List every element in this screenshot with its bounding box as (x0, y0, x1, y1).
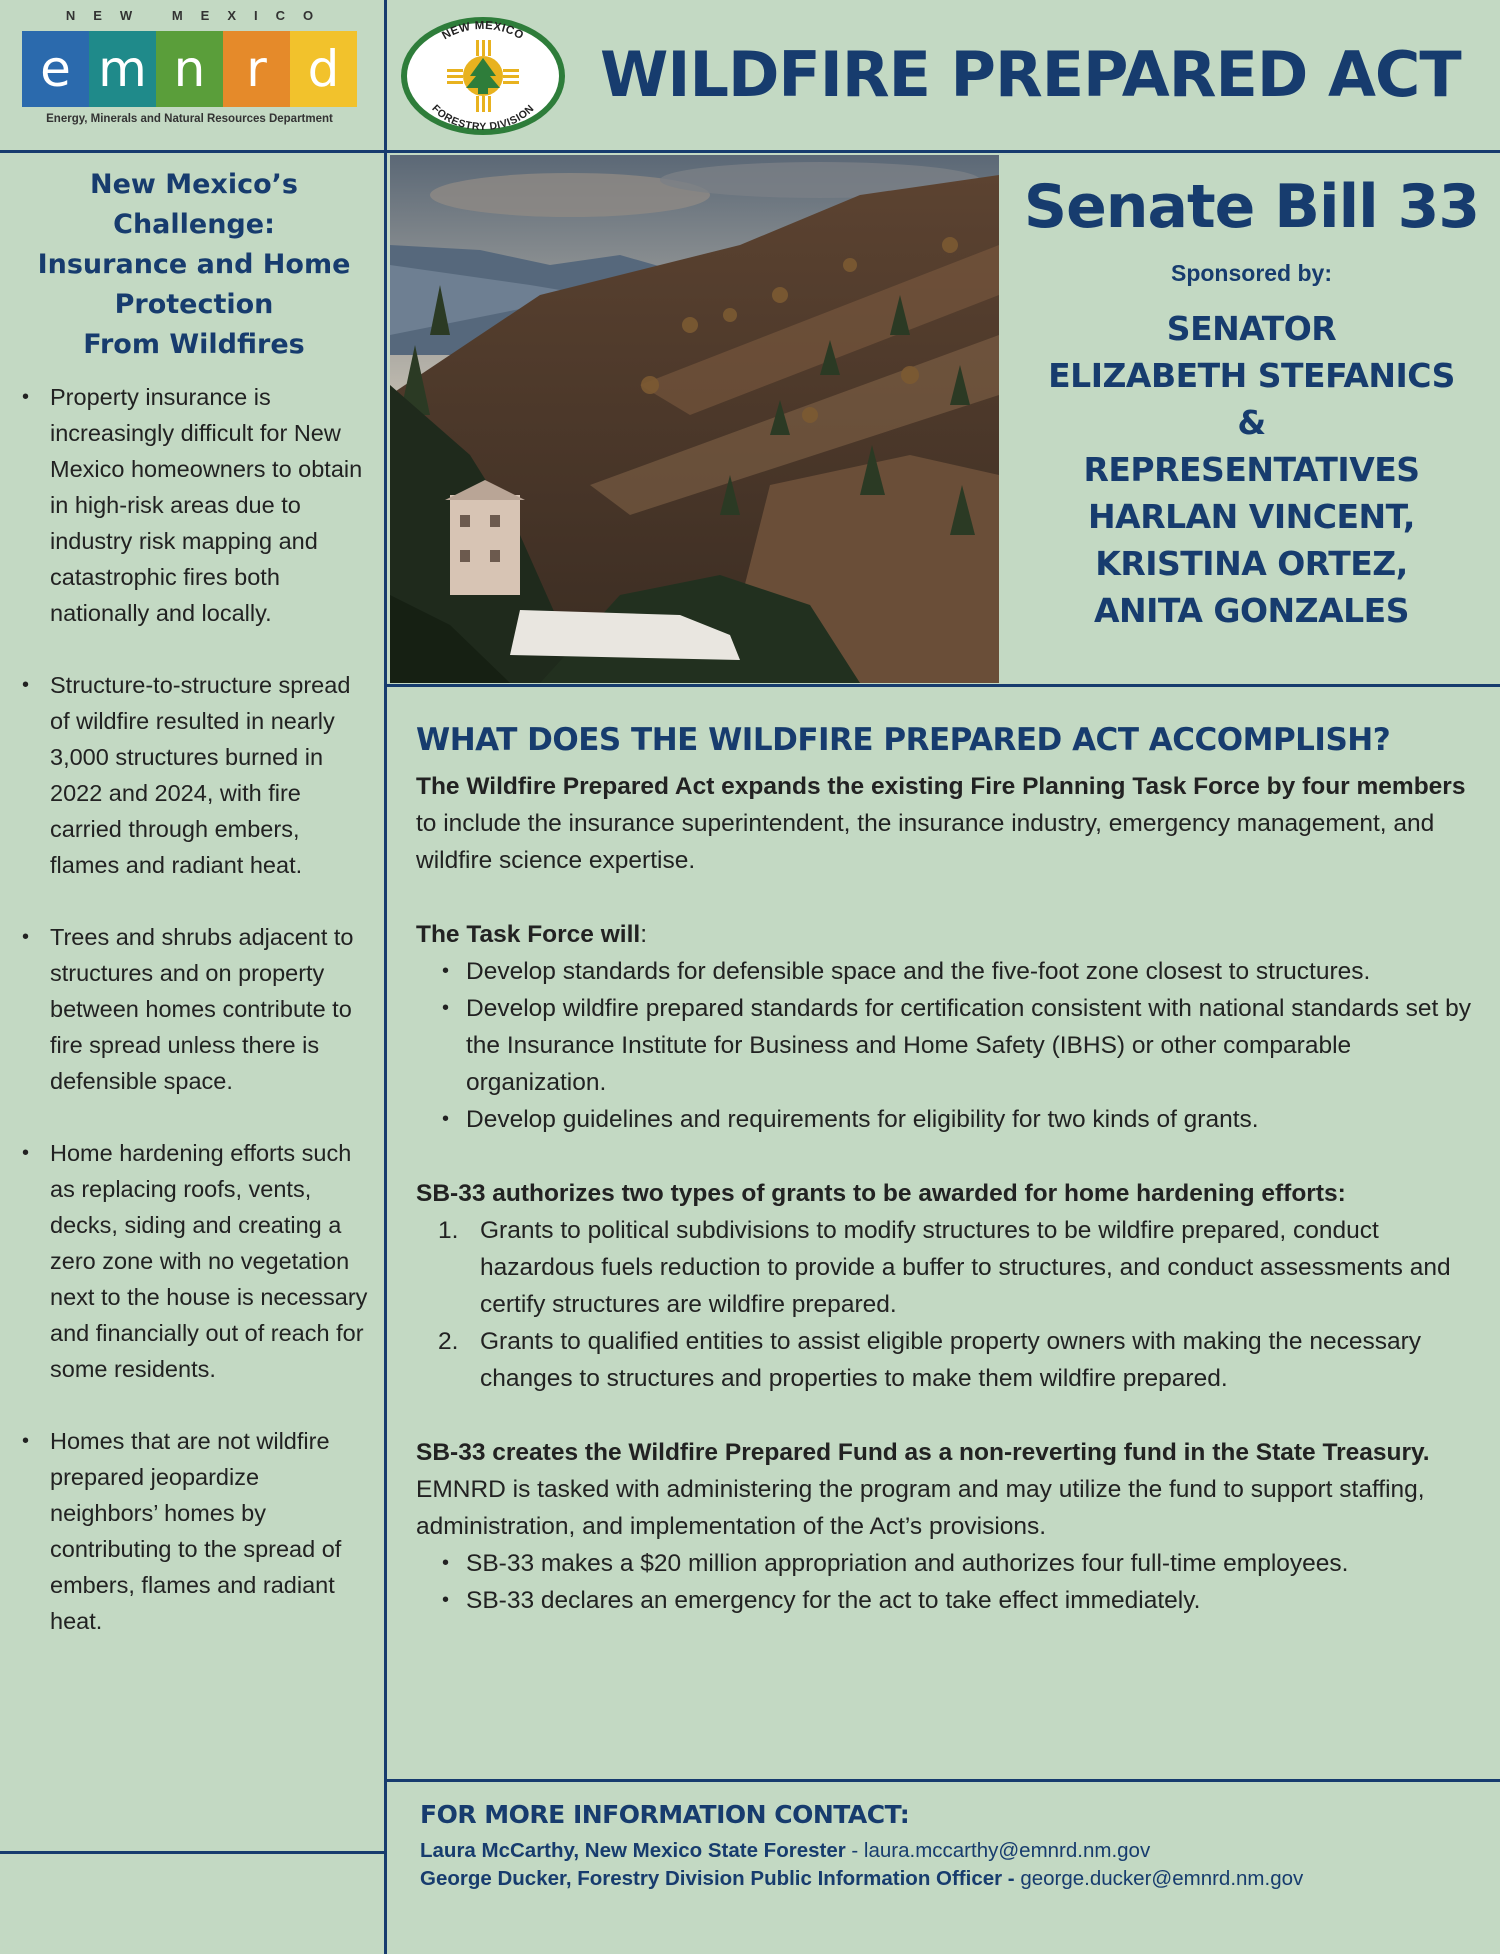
grant-item (438, 1212, 1481, 1323)
fund-bold: SB-33 creates the Wildfire Prepared Fund as a non-reverting fund in the State Treasury. (416, 1439, 1430, 1466)
challenge-item: • Structure-to-structure spread of wildfire resulted in nearly 3,000 structures burned in 2022 and 2024, with fire carried through embers, flames and radiant heat. (18, 667, 370, 883)
photo-divider (384, 684, 1500, 687)
intro-bold: The Wildfire Prepared Act expands the existing Fire Planning Task Force by four members (416, 773, 1466, 800)
logo-tile: e (22, 31, 89, 107)
contact-separator: - (845, 1839, 864, 1862)
task-force-list (440, 953, 1481, 1138)
grant-number: 2. (438, 1328, 459, 1355)
sponsor-line: ELIZABETH STEFANICS (1048, 356, 1455, 395)
logo-tile: m (89, 31, 156, 107)
grants-heading-bold: SB-33 authorizes two types of grants to be awarded for home hardening efforts: (416, 1180, 1346, 1207)
seal-bottom-text: FORESTRY DIVISION (429, 102, 537, 134)
challenge-item: • Home hardening efforts such as replacing roofs, vents, decks, siding and creating a zero zone with no vegetation next to the house is necessary and financially out of reach for some residents. (18, 1135, 370, 1387)
challenge-item: • Homes that are not wildfire prepared jeopardize neighbors’ homes by contributing to the spread of embers, flames and radiant heat. (18, 1423, 370, 1639)
fund-list (440, 1545, 1481, 1619)
sponsor-line: & (1237, 403, 1266, 442)
sponsor-line: HARLAN VINCENT, (1088, 497, 1415, 536)
sponsor-line: SENATOR (1166, 309, 1337, 348)
contact-email-link[interactable]: laura.mccarthy@emnrd.nm.gov (863, 1839, 1151, 1862)
page-title: WILDFIRE PREPARED ACT (600, 38, 1461, 111)
fund-item: • SB-33 makes a $20 million appropriation and authorizes four full-time employees. (440, 1545, 1481, 1582)
forestry-division-seal (398, 14, 568, 138)
contact-line (420, 1839, 1480, 1863)
task-force-item: • Develop guidelines and requirements for eligibility for two kinds of grants. (440, 1101, 1481, 1138)
contact-section (420, 1800, 1480, 1891)
logo-tile: n (156, 31, 223, 107)
challenge-heading-line: New Mexico’s (90, 169, 298, 200)
challenge-list (18, 379, 370, 1639)
contact-name: George Ducker, Forestry Division Public Information Officer - (420, 1867, 1015, 1890)
challenge-heading-line: Protection (114, 289, 274, 320)
challenge-heading-line: Insurance and Home (37, 249, 351, 280)
challenge-column (18, 165, 370, 1675)
sponsored-by-label: Sponsored by: (1170, 260, 1332, 286)
emnrd-logo (22, 8, 357, 143)
contact-email-link[interactable]: george.ducker@emnrd.nm.gov (1020, 1867, 1304, 1890)
logo-state-name: NEW MEXICO (65, 8, 332, 23)
task-force-item: • Develop wildfire prepared standards for certification consistent with national standards set by the Insurance Institute for Business and Home Safety (IBHS) or other comparable organization. (440, 990, 1481, 1101)
task-force-colon: : (640, 921, 648, 948)
task-force-label (416, 916, 1481, 953)
accomplish-heading: WHAT DOES THE WILDFIRE PREPARED ACT ACCOMPLISH? (416, 722, 1391, 758)
sponsor-line: REPRESENTATIVES (1083, 450, 1420, 489)
grant-item (438, 1323, 1481, 1397)
grant-text: Grants to political subdivisions to modify structures to be wildfire prepared, conduct hazardous fuels reduction to provide a buffer to structures, and conduct assessments and certify structures are wildfire prepared. (480, 1217, 1451, 1318)
grants-list (438, 1212, 1481, 1397)
contact-heading: FOR MORE INFORMATION CONTACT: (420, 1800, 910, 1829)
challenge-heading-line: Challenge: (113, 209, 275, 240)
fund-rest: EMNRD is tasked with administering the program and may utilize the fund to support staffing, administration, and implementation of the Act’s provisions. (416, 1476, 1425, 1540)
challenge-item: • Trees and shrubs adjacent to structures and on property between homes contribute to fire spread unless there is defensible space. (18, 919, 370, 1099)
logo-tile: d (290, 31, 357, 107)
contact-line (420, 1867, 1480, 1891)
sponsor-line: KRISTINA ORTEZ, (1095, 544, 1408, 583)
contact-divider (384, 1779, 1500, 1782)
intro-paragraph (416, 768, 1481, 879)
contact-name: Laura McCarthy, New Mexico State Forester (420, 1839, 846, 1862)
task-force-item: • Develop standards for defensible space and the five-foot zone closest to structures. (440, 953, 1481, 990)
bill-number: Senate Bill 33 (1023, 172, 1480, 242)
challenge-heading (18, 165, 370, 365)
challenge-item: • Property insurance is increasingly difficult for New Mexico homeowners to obtain in high-risk areas due to industry risk mapping and catastrophic fires both nationally and locally. (18, 379, 370, 631)
fund-paragraph (416, 1434, 1481, 1545)
column-divider (384, 0, 387, 1954)
logo-department: Energy, Minerals and Natural Resources Department (46, 113, 333, 125)
grant-number: 1. (438, 1217, 459, 1244)
accomplish-section (416, 722, 1481, 1619)
grants-heading (416, 1175, 1481, 1212)
logo-tile: r (223, 31, 290, 107)
sponsor-panel (1003, 160, 1500, 634)
sponsor-line: ANITA GONZALES (1094, 591, 1409, 630)
header-divider-right (384, 150, 1500, 153)
forest-hillside-photo (390, 155, 999, 683)
logo-tiles (22, 31, 357, 107)
sponsor-names (1003, 305, 1500, 634)
header-divider-left (0, 150, 386, 153)
challenge-heading-line: From Wildfires (83, 329, 305, 360)
intro-rest: to include the insurance superintendent, the insurance industry, emergency management, and wildfire science expertise. (416, 810, 1435, 874)
seal-top-text: NEW MEXICO (440, 19, 526, 43)
task-force-label-bold: The Task Force will (416, 921, 641, 948)
left-footer-divider (0, 1851, 386, 1854)
grant-text: Grants to qualified entities to assist eligible property owners with making the necessary changes to structures and properties to make them wildfire prepared. (480, 1328, 1421, 1392)
fund-item: • SB-33 declares an emergency for the act to take effect immediately. (440, 1582, 1481, 1619)
